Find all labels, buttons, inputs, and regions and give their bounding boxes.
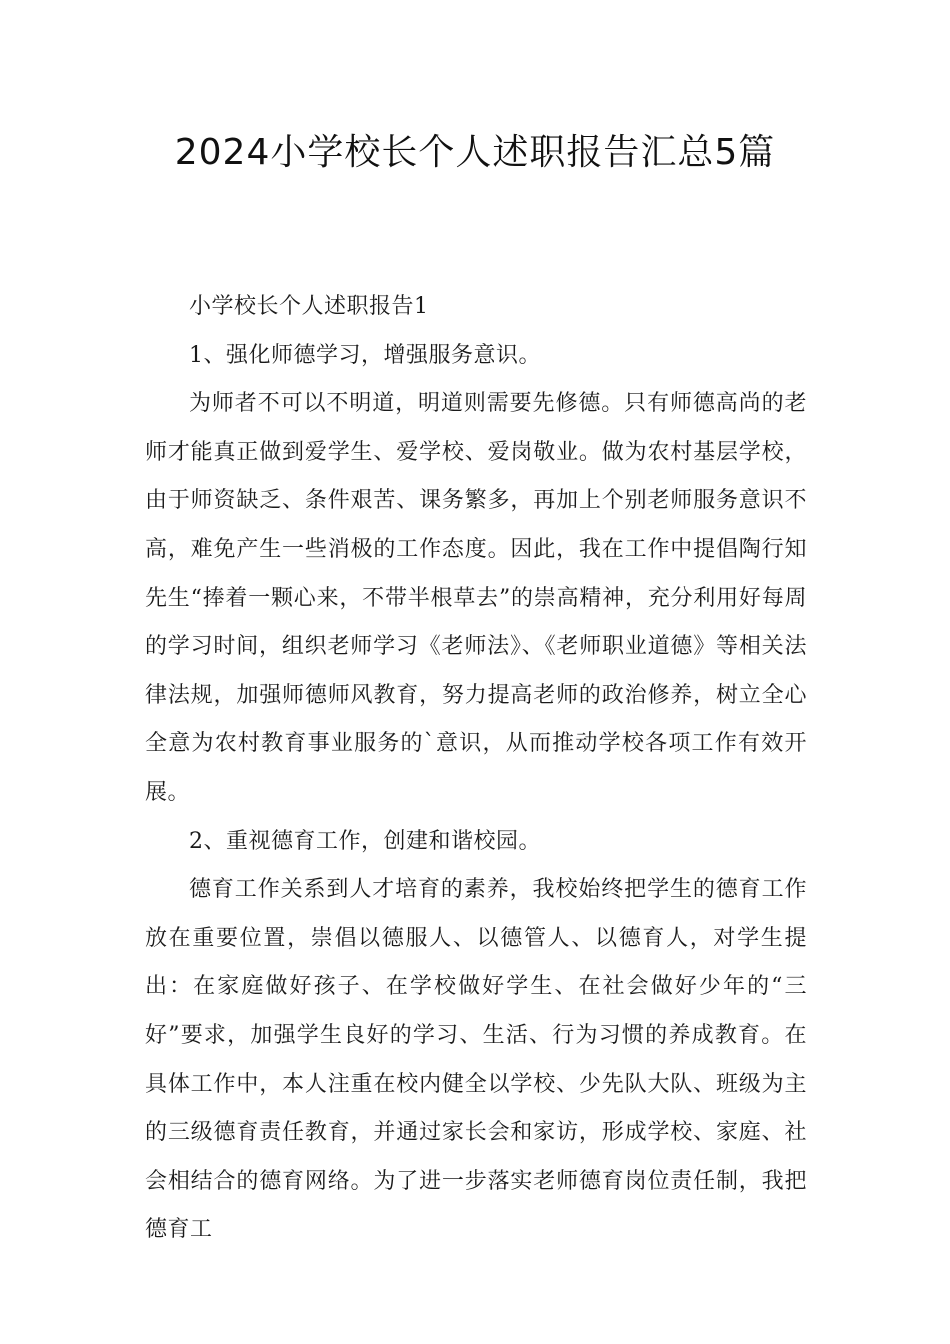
section-heading: 小学校长个人述职报告1 [189,294,429,319]
document-title: 2024小学校长个人述职报告汇总5篇 [174,132,776,173]
document-body [145,283,807,1255]
subheading-2: 2、重视德育工作，创建和谐校园。 [189,828,541,854]
paragraph-1: 为师者不可以不明道，明道则需要先修德。只有师德高尚的老师才能真正做到爱学生、爱学校、爱岗敬业。做为农村基层学校，由于师资缺乏、条件艰苦、课务繁多，再加上个别老师服务意识不高，难免产生一些消极的工作态度。因此，我在工作中提倡陶行知先生“捧着一颗心来，不带半根草去”的崇高精神，充分利用好每周的学习时间，组织老师学习《老师法》、《老师职业道德》等相关法律法规，加强师德师风教育，努力提高老师的政治修养，树立全心全意为农村教育事业服务的`意识，从而推动学校各项工作有效开展。 [145,391,807,805]
subheading-1: 1、强化师德学习，增强服务意识。 [189,342,541,368]
paragraph-2: 德育工作关系到人才培育的素养，我校始终把学生的德育工作放在重要位置，崇倡以德服人、以德管人、以德育人，对学生提出：在家庭做好孩子、在学校做好学生、在社会做好少年的“三好”要求，加强学生良好的学习、生活、行为习惯的养成教育。在具体工作中，本人注重在校内健全以学校、少先队大队、班级为主的三级德育责任教育，并通过家长会和家访，形成学校、家庭、社会相结合的德育网络。为了进一步落实老师德育岗位责任制，我把德育工 [145,877,807,1243]
